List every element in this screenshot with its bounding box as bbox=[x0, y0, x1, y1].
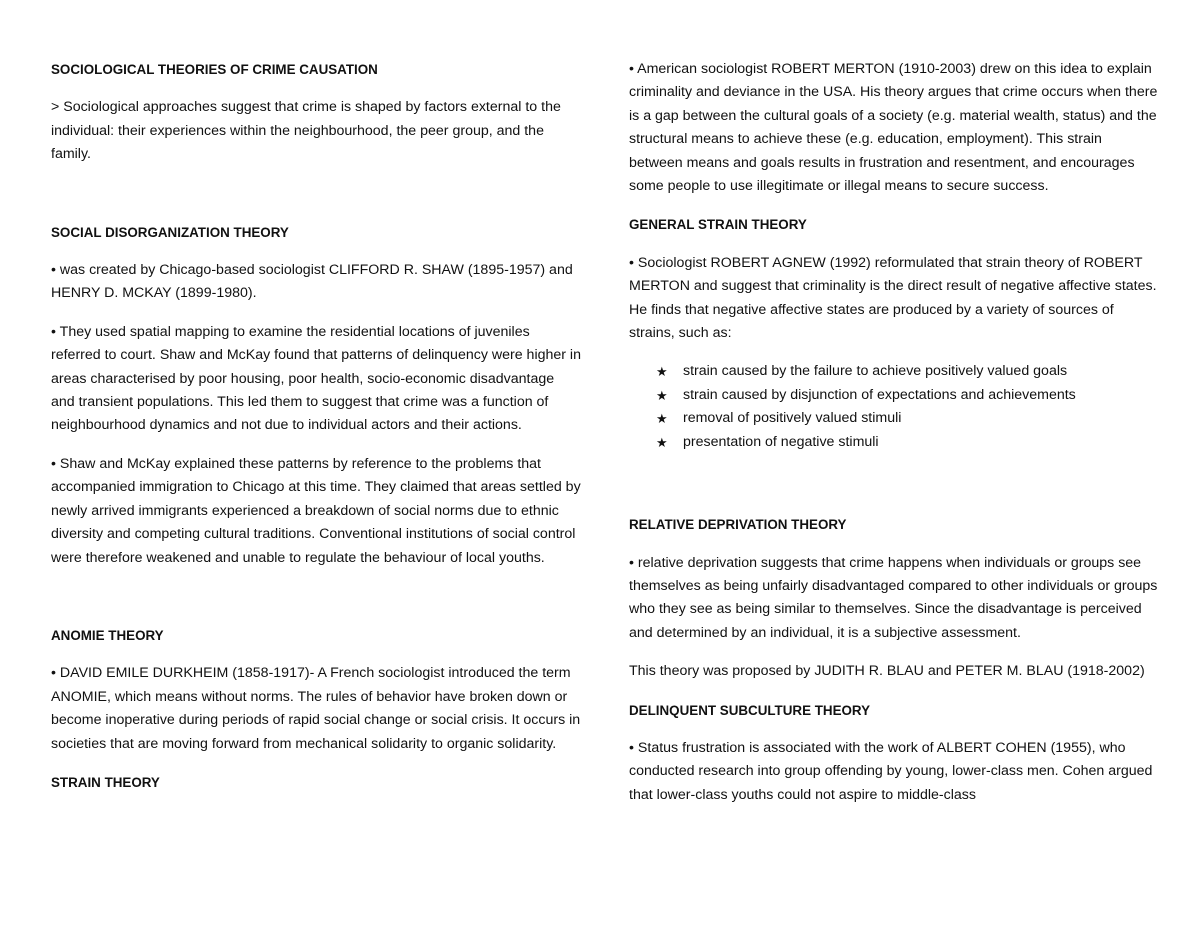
document-title: SOCIOLOGICAL THEORIES OF CRIME CAUSATION bbox=[51, 62, 378, 77]
star-icon: ★ bbox=[656, 434, 668, 450]
star-icon: ★ bbox=[656, 411, 668, 427]
list-item-text: presentation of negative stimuli bbox=[683, 433, 879, 450]
list-item bbox=[629, 431, 1159, 454]
relative-deprivation-paragraph-2: This theory was proposed by JUDITH R. BLAU and PETER M. BLAU (1918-2002) bbox=[629, 663, 1145, 680]
list-item bbox=[629, 384, 1159, 407]
social-disorganization-paragraph-3: • Shaw and McKay explained these patterns by reference to the problems that accompanied immigration to Chicago at this time. They claimed that areas settled by newly arrived immigrants experienced a breakdown of social norms due to ethnic diversity and competing cultural traditions. Conventional institutions of social control were therefore weakened and unable to regulate the behaviour of local youths. bbox=[51, 455, 581, 566]
star-icon: ★ bbox=[656, 364, 668, 380]
list-item bbox=[629, 407, 1159, 430]
delinquent-subculture-paragraph: • Status frustration is associated with the work of ALBERT COHEN (1955), who conducted research into group offending by young, lower-class men. Cohen argued that lower-class youths could not aspire to middle-class bbox=[629, 739, 1153, 803]
left-column bbox=[51, 58, 581, 794]
intro-paragraph: > Sociological approaches suggest that crime is shaped by factors external to the individual: their experiences within the neighbourhood, the peer group, and the family. bbox=[51, 99, 561, 163]
social-disorganization-paragraph-2: • They used spatial mapping to examine the residential locations of juveniles referred to court. Shaw and McKay found that patterns of delinquency were higher in areas characterised by poor housing, poor health, socio-economic disadvantage and transient populations. This led them to suggest that crime was a function of neighbourhood dynamics and not due to individual actors and their actions. bbox=[51, 323, 581, 434]
anomie-paragraph: • DAVID EMILE DURKHEIM (1858-1917)- A French sociologist introduced the term ANOMIE, which means without norms. The rules of behavior have broken down or become inoperative during periods of rapid social change or social crisis. It occurs in societies that are moving forward from mechanical solidarity to organic solidarity. bbox=[51, 665, 581, 752]
strain-heading: STRAIN THEORY bbox=[51, 774, 160, 790]
general-strain-paragraph: • Sociologist ROBERT AGNEW (1992) reformulated that strain theory of ROBERT MERTON and suggest that criminality is the direct result of negative affective states. He finds that negative affective states are produced by a variety of sources of strains, such as: bbox=[629, 254, 1157, 342]
relative-deprivation-heading: RELATIVE DEPRIVATION THEORY bbox=[629, 517, 847, 533]
relative-deprivation-paragraph-1: • relative deprivation suggests that crime happens when individuals or groups see themselves as being unfairly disadvantaged compared to other individuals or groups who they see as being similar to themselves. Since the disadvantage is perceived and determined by an individual, it is a subjective assessment. bbox=[629, 554, 1158, 641]
list-item bbox=[629, 360, 1159, 383]
delinquent-subculture-heading: DELINQUENT SUBCULTURE THEORY bbox=[629, 702, 871, 718]
list-item-text: removal of positively valued stimuli bbox=[683, 410, 902, 427]
anomie-heading: ANOMIE THEORY bbox=[51, 627, 164, 643]
social-disorganization-paragraph-1: • was created by Chicago-based sociologist CLIFFORD R. SHAW (1895-1957) and HENRY D. MCKAY (1899-1980). bbox=[51, 262, 573, 302]
general-strain-heading: GENERAL STRAIN THEORY bbox=[629, 217, 807, 233]
star-icon: ★ bbox=[656, 387, 668, 403]
list-item-text: strain caused by disjunction of expectations and achievements bbox=[683, 386, 1076, 403]
social-disorganization-heading: SOCIAL DISORGANIZATION THEORY bbox=[51, 224, 289, 240]
right-column bbox=[629, 58, 1159, 807]
list-item-text: strain caused by the failure to achieve positively valued goals bbox=[683, 363, 1068, 380]
merton-paragraph: • American sociologist ROBERT MERTON (1910-2003) drew on this idea to explain criminality and deviance in the USA. His theory argues that crime occurs when there is a gap between the cultural goals of a society (e.g. material wealth, status) and the structural means to achieve these (e.g. education, employment). This strain between means and goals results in frustration and resentment, and encourages some people to use illegitimate or illegal means to secure success. bbox=[629, 61, 1158, 195]
strain-sources-list bbox=[629, 360, 1159, 454]
